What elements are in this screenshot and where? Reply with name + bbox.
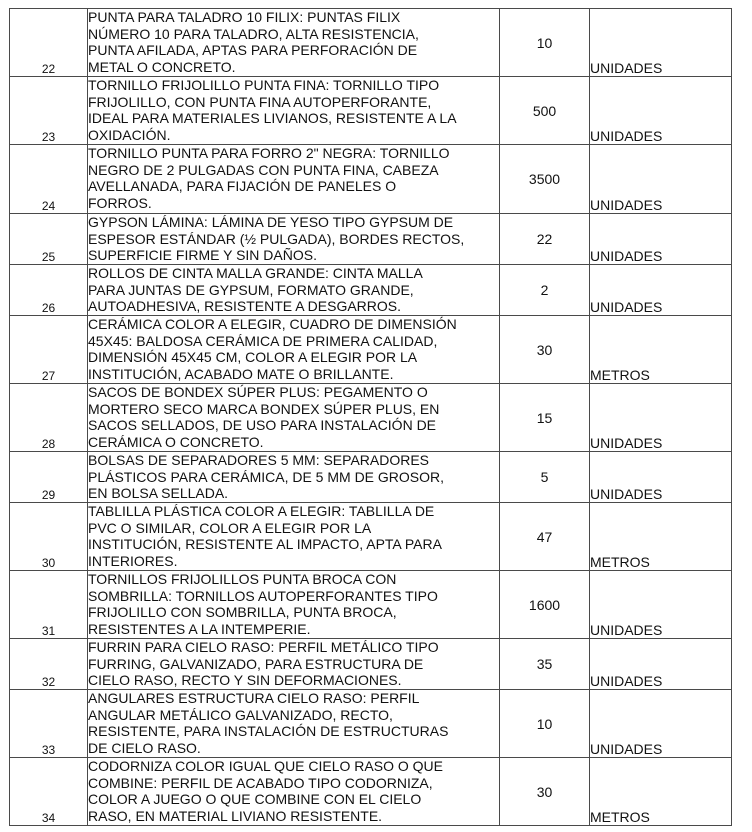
item-number: 24 (10, 145, 88, 214)
description-line: NÚMERO 10 PARA TALADRO, ALTA RESISTENCIA, (88, 25, 419, 42)
item-description (88, 384, 500, 452)
description-line: TORNILLOS FRIJOLILLOS PUNTA BROCA CON (88, 571, 397, 587)
item-description (88, 214, 500, 265)
item-quantity: 22 (500, 214, 590, 265)
description-line: CERÁMICA O CONCRETO. (88, 433, 264, 450)
item-number: 26 (10, 265, 88, 316)
item-unit: METROS (590, 503, 732, 571)
table-row (10, 690, 732, 758)
description-line: RASO, EN MATERIAL LIVIANO RESISTENTE. (88, 807, 383, 824)
item-quantity: 15 (500, 384, 590, 452)
item-unit: UNIDADES (590, 639, 732, 690)
item-unit: UNIDADES (590, 145, 732, 214)
description-line: COMBINE: PERFIL DE ACABADO TIPO CODORNIZA, (88, 774, 433, 791)
description-line: PUNTA PARA TALADRO 10 FILIX: PUNTAS FILIX (88, 9, 401, 25)
item-unit: UNIDADES (590, 384, 732, 452)
item-quantity: 35 (500, 639, 590, 690)
item-quantity: 5 (500, 452, 590, 503)
table-row (10, 265, 732, 316)
item-description (88, 690, 500, 758)
item-unit: UNIDADES (590, 77, 732, 145)
table-row (10, 639, 732, 690)
item-number: 29 (10, 452, 88, 503)
description-line: FORROS. (88, 194, 152, 211)
description-line: SOMBRILLA: TORNILLOS AUTOPERFORANTES TIPO (88, 587, 438, 604)
description-line: OXIDACIÓN. (88, 126, 171, 143)
description-line: TORNILLO PUNTA PARA FORRO 2" NEGRA: TORNILLO (88, 145, 450, 161)
item-description (88, 758, 500, 826)
description-line: AUTOADHESIVA, RESISTENTE A DESGARROS. (88, 298, 402, 315)
table-row (10, 145, 732, 214)
item-description (88, 9, 500, 77)
item-unit: METROS (590, 758, 732, 826)
item-number: 30 (10, 503, 88, 571)
item-number: 34 (10, 758, 88, 826)
description-line: SACOS SELLADOS, DE USO PARA INSTALACIÓN DE (88, 417, 437, 434)
description-line: PUNTA AFILADA, APTAS PARA PERFORACIÓN DE (88, 42, 418, 59)
description-line: SUPERFICIE FIRME Y SIN DAÑOS. (88, 247, 317, 264)
description-line: ROLLOS DE CINTA MALLA GRANDE: CINTA MALLA (88, 265, 423, 281)
table-row (10, 384, 732, 452)
description-line: METAL O CONCRETO. (88, 58, 236, 75)
item-unit: UNIDADES (590, 9, 732, 77)
item-description (88, 316, 500, 384)
description-line: PVC O SIMILAR, COLOR A ELEGIR POR LA (88, 519, 372, 536)
item-number: 22 (10, 9, 88, 77)
item-quantity: 10 (500, 690, 590, 758)
item-unit: UNIDADES (590, 265, 732, 316)
description-line: AVELLANADA, PARA FIJACIÓN DE PANELES O (88, 178, 397, 195)
item-quantity: 1600 (500, 571, 590, 639)
item-number: 28 (10, 384, 88, 452)
item-quantity: 10 (500, 9, 590, 77)
table-row (10, 452, 732, 503)
description-line: TABLILLA PLÁSTICA COLOR A ELEGIR: TABLILLA DE (88, 503, 435, 519)
item-number: 32 (10, 639, 88, 690)
description-line: ANGULARES ESTRUCTURA CIELO RASO: PERFIL (88, 690, 420, 706)
table-row (10, 214, 732, 265)
table-row (10, 758, 732, 826)
description-line: EN BOLSA SELLADA. (88, 485, 229, 502)
description-line: COLOR A JUEGO O QUE COMBINE CON EL CIELO (88, 791, 422, 808)
item-number: 31 (10, 571, 88, 639)
item-unit: UNIDADES (590, 571, 732, 639)
table-row (10, 9, 732, 77)
description-line: PLÁSTICOS PARA CERÁMICA, DE 5 MM DE GROSOR, (88, 468, 445, 485)
item-description (88, 571, 500, 639)
item-unit: METROS (590, 316, 732, 384)
items-table (9, 8, 732, 826)
description-line: FURRIN PARA CIELO RASO: PERFIL METÁLICO TIPO (88, 639, 439, 655)
item-number: 23 (10, 77, 88, 145)
item-quantity: 47 (500, 503, 590, 571)
description-line: BOLSAS DE SEPARADORES 5 MM: SEPARADORES (88, 452, 430, 468)
description-line: CIELO RASO, RECTO Y SIN DEFORMACIONES. (88, 672, 402, 689)
description-line: MORTERO SECO MARCA BONDEX SÚPER PLUS, EN (88, 400, 440, 417)
table-row (10, 77, 732, 145)
description-line: INSTITUCIÓN, RESISTENTE AL IMPACTO, APTA PARA (88, 536, 442, 553)
item-quantity: 500 (500, 77, 590, 145)
description-line: ESPESOR ESTÁNDAR (½ PULGADA), BORDES RECTOS, (88, 230, 465, 247)
item-unit: UNIDADES (590, 214, 732, 265)
item-quantity: 30 (500, 758, 590, 826)
description-line: RESISTENTE, PARA INSTALACIÓN DE ESTRUCTURAS (88, 723, 449, 740)
description-line: RESISTENTES A LA INTEMPERIE. (88, 620, 311, 637)
item-unit: UNIDADES (590, 690, 732, 758)
description-line: FURRING, GALVANIZADO, PARA ESTRUCTURA DE (88, 655, 424, 672)
description-line: CODORNIZA COLOR IGUAL QUE CIELO RASO O QUE (88, 758, 443, 774)
table-row (10, 503, 732, 571)
description-line: INTERIORES. (88, 552, 178, 569)
item-description (88, 265, 500, 316)
item-description (88, 639, 500, 690)
description-line: ANGULAR METÁLICO GALVANIZADO, RECTO, (88, 706, 393, 723)
description-line: 45X45: BALDOSA CERÁMICA DE PRIMERA CALIDAD, (88, 332, 438, 349)
item-description (88, 77, 500, 145)
description-line: DE CIELO RASO. (88, 739, 201, 756)
item-description (88, 145, 500, 214)
item-number: 33 (10, 690, 88, 758)
item-quantity: 3500 (500, 145, 590, 214)
description-line: SACOS DE BONDEX SÚPER PLUS: PEGAMENTO O (88, 384, 428, 400)
item-unit: UNIDADES (590, 452, 732, 503)
item-number: 25 (10, 214, 88, 265)
item-description (88, 452, 500, 503)
table-row (10, 571, 732, 639)
item-quantity: 2 (500, 265, 590, 316)
description-line: INSTITUCIÓN, ACABADO MATE O BRILLANTE. (88, 365, 394, 382)
item-number: 27 (10, 316, 88, 384)
description-line: CERÁMICA COLOR A ELEGIR, CUADRO DE DIMENSIÓN (88, 316, 457, 332)
description-line: FRIJOLILLO CON SOMBRILLA, PUNTA BROCA, (88, 604, 397, 621)
description-line: IDEAL PARA MATERIALES LIVIANOS, RESISTENTE A LA (88, 110, 457, 127)
item-description (88, 503, 500, 571)
items-table-body (10, 9, 732, 826)
item-quantity: 30 (500, 316, 590, 384)
description-line: NEGRO DE 2 PULGADAS CON PUNTA FINA, CABEZA (88, 161, 439, 178)
description-line: GYPSON LÁMINA: LÁMINA DE YESO TIPO GYPSUM DE (88, 214, 454, 230)
description-line: FRIJOLILLO, CON PUNTA FINA AUTOPERFORANTE, (88, 93, 432, 110)
description-line: DIMENSIÓN 45X45 CM, COLOR A ELEGIR POR LA (88, 349, 418, 366)
table-row (10, 316, 732, 384)
description-line: TORNILLO FRIJOLILLO PUNTA FINA: TORNILLO TIPO (88, 77, 440, 93)
description-line: PARA JUNTAS DE GYPSUM, FORMATO GRANDE, (88, 281, 414, 298)
